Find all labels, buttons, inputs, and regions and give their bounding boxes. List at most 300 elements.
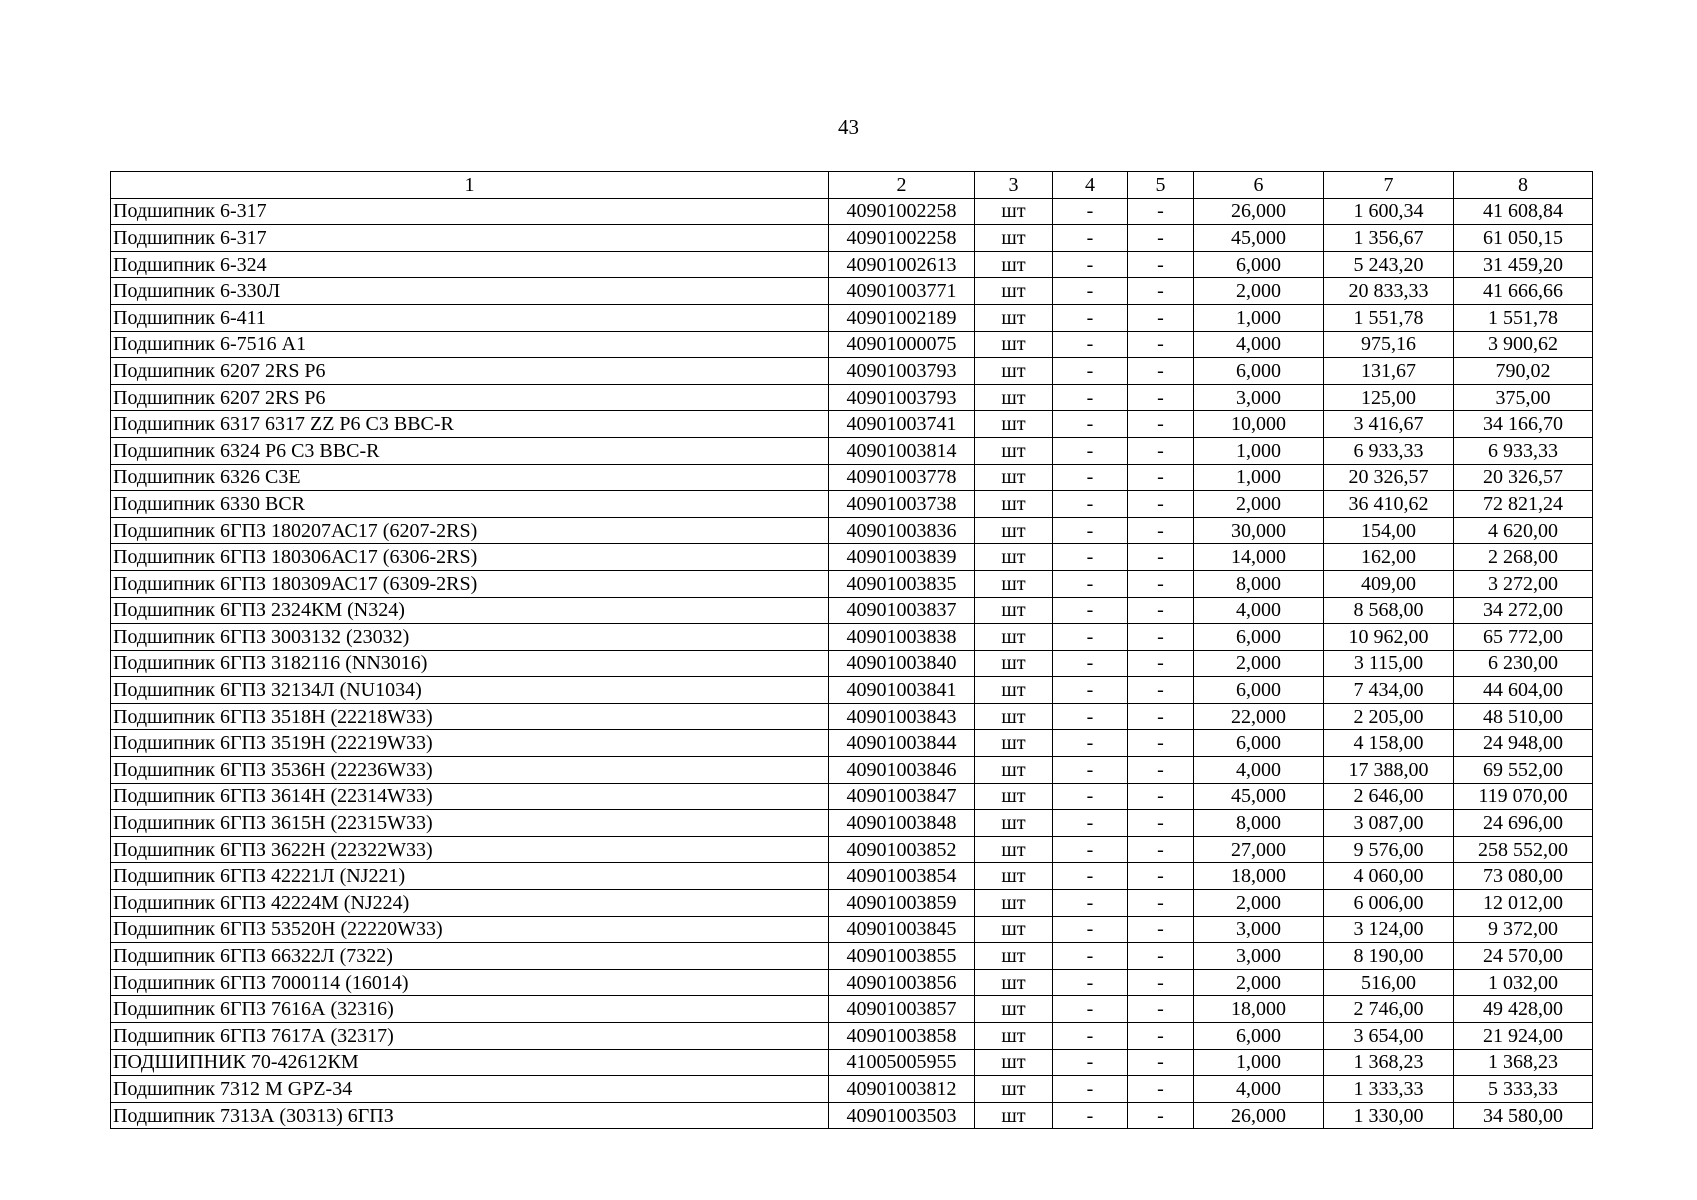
col5-cell: - xyxy=(1128,836,1194,863)
table-row xyxy=(111,757,1593,784)
col5-cell: - xyxy=(1128,411,1194,438)
table-row xyxy=(111,783,1593,810)
table-row xyxy=(111,198,1593,225)
price-cell: 20 326,57 xyxy=(1324,464,1454,491)
item-code-cell: 41005005955 xyxy=(829,1049,975,1076)
amount-cell: 1 032,00 xyxy=(1454,969,1593,996)
item-code-cell: 40901003857 xyxy=(829,996,975,1023)
table-row xyxy=(111,890,1593,917)
col4-cell: - xyxy=(1053,916,1128,943)
quantity-cell: 26,000 xyxy=(1194,1102,1324,1129)
col5-cell: - xyxy=(1128,810,1194,837)
unit-cell: шт xyxy=(975,278,1053,305)
table-row xyxy=(111,836,1593,863)
col4-cell: - xyxy=(1053,996,1128,1023)
column-header: 6 xyxy=(1194,172,1324,199)
price-cell: 1 551,78 xyxy=(1324,304,1454,331)
price-cell: 6 006,00 xyxy=(1324,890,1454,917)
column-header: 8 xyxy=(1454,172,1593,199)
unit-cell: шт xyxy=(975,863,1053,890)
quantity-cell: 4,000 xyxy=(1194,757,1324,784)
item-name-cell: Подшипник 6-411 xyxy=(111,304,829,331)
amount-cell: 73 080,00 xyxy=(1454,863,1593,890)
unit-cell: шт xyxy=(975,810,1053,837)
unit-cell: шт xyxy=(975,943,1053,970)
price-cell: 3 124,00 xyxy=(1324,916,1454,943)
price-cell: 20 833,33 xyxy=(1324,278,1454,305)
amount-cell: 24 696,00 xyxy=(1454,810,1593,837)
unit-cell: шт xyxy=(975,411,1053,438)
amount-cell: 258 552,00 xyxy=(1454,836,1593,863)
price-cell: 3 115,00 xyxy=(1324,650,1454,677)
table-row xyxy=(111,1076,1593,1103)
col4-cell: - xyxy=(1053,491,1128,518)
item-code-cell: 40901003846 xyxy=(829,757,975,784)
item-name-cell: Подшипник 6-324 xyxy=(111,251,829,278)
quantity-cell: 6,000 xyxy=(1194,677,1324,704)
quantity-cell: 2,000 xyxy=(1194,890,1324,917)
price-cell: 1 356,67 xyxy=(1324,225,1454,252)
item-name-cell: Подшипник 6ГПЗ 3536Н (22236W33) xyxy=(111,757,829,784)
amount-cell: 12 012,00 xyxy=(1454,890,1593,917)
col4-cell: - xyxy=(1053,570,1128,597)
item-code-cell: 40901003845 xyxy=(829,916,975,943)
unit-cell: шт xyxy=(975,1102,1053,1129)
col5-cell: - xyxy=(1128,358,1194,385)
item-name-cell: Подшипник 6ГПЗ 3622Н (22322W33) xyxy=(111,836,829,863)
item-code-cell: 40901003771 xyxy=(829,278,975,305)
amount-cell: 44 604,00 xyxy=(1454,677,1593,704)
amount-cell: 24 948,00 xyxy=(1454,730,1593,757)
col5-cell: - xyxy=(1128,703,1194,730)
table-row xyxy=(111,358,1593,385)
col5-cell: - xyxy=(1128,890,1194,917)
price-cell: 5 243,20 xyxy=(1324,251,1454,278)
item-name-cell: Подшипник 6ГПЗ 7616А (32316) xyxy=(111,996,829,1023)
quantity-cell: 1,000 xyxy=(1194,437,1324,464)
unit-cell: шт xyxy=(975,783,1053,810)
unit-cell: шт xyxy=(975,304,1053,331)
amount-cell: 20 326,57 xyxy=(1454,464,1593,491)
table-row xyxy=(111,517,1593,544)
item-name-cell: Подшипник 6ГПЗ 3182116 (NN3016) xyxy=(111,650,829,677)
price-cell: 2 646,00 xyxy=(1324,783,1454,810)
item-name-cell: Подшипник 6ГПЗ 180309АС17 (6309-2RS) xyxy=(111,570,829,597)
table-row xyxy=(111,278,1593,305)
unit-cell: шт xyxy=(975,916,1053,943)
unit-cell: шт xyxy=(975,730,1053,757)
data-table xyxy=(110,171,1593,1129)
col4-cell: - xyxy=(1053,544,1128,571)
price-cell: 409,00 xyxy=(1324,570,1454,597)
col4-cell: - xyxy=(1053,863,1128,890)
item-code-cell: 40901003841 xyxy=(829,677,975,704)
amount-cell: 24 570,00 xyxy=(1454,943,1593,970)
price-cell: 1 330,00 xyxy=(1324,1102,1454,1129)
col4-cell: - xyxy=(1053,597,1128,624)
table-row xyxy=(111,304,1593,331)
item-code-cell: 40901003855 xyxy=(829,943,975,970)
amount-cell: 72 821,24 xyxy=(1454,491,1593,518)
item-code-cell: 40901003778 xyxy=(829,464,975,491)
table-row xyxy=(111,863,1593,890)
item-code-cell: 40901003844 xyxy=(829,730,975,757)
col4-cell: - xyxy=(1053,943,1128,970)
item-code-cell: 40901002613 xyxy=(829,251,975,278)
col5-cell: - xyxy=(1128,437,1194,464)
price-cell: 3 654,00 xyxy=(1324,1023,1454,1050)
table-row xyxy=(111,544,1593,571)
price-cell: 4 158,00 xyxy=(1324,730,1454,757)
quantity-cell: 1,000 xyxy=(1194,464,1324,491)
unit-cell: шт xyxy=(975,969,1053,996)
amount-cell: 3 900,62 xyxy=(1454,331,1593,358)
unit-cell: шт xyxy=(975,677,1053,704)
col4-cell: - xyxy=(1053,251,1128,278)
table-row xyxy=(111,943,1593,970)
price-cell: 1 600,34 xyxy=(1324,198,1454,225)
amount-cell: 41 608,84 xyxy=(1454,198,1593,225)
col4-cell: - xyxy=(1053,225,1128,252)
item-code-cell: 40901000075 xyxy=(829,331,975,358)
quantity-cell: 6,000 xyxy=(1194,251,1324,278)
col5-cell: - xyxy=(1128,650,1194,677)
col5-cell: - xyxy=(1128,996,1194,1023)
col4-cell: - xyxy=(1053,437,1128,464)
item-code-cell: 40901003840 xyxy=(829,650,975,677)
unit-cell: шт xyxy=(975,890,1053,917)
item-code-cell: 40901003847 xyxy=(829,783,975,810)
item-name-cell: Подшипник 7312 M GPZ-34 xyxy=(111,1076,829,1103)
col4-cell: - xyxy=(1053,384,1128,411)
item-code-cell: 40901003814 xyxy=(829,437,975,464)
column-header: 1 xyxy=(111,172,829,199)
quantity-cell: 45,000 xyxy=(1194,783,1324,810)
unit-cell: шт xyxy=(975,757,1053,784)
item-name-cell: Подшипник 7313А (30313) 6ГПЗ xyxy=(111,1102,829,1129)
table-row xyxy=(111,1023,1593,1050)
price-cell: 975,16 xyxy=(1324,331,1454,358)
col4-cell: - xyxy=(1053,703,1128,730)
price-cell: 125,00 xyxy=(1324,384,1454,411)
amount-cell: 21 924,00 xyxy=(1454,1023,1593,1050)
quantity-cell: 4,000 xyxy=(1194,331,1324,358)
amount-cell: 61 050,15 xyxy=(1454,225,1593,252)
item-code-cell: 40901002258 xyxy=(829,225,975,252)
unit-cell: шт xyxy=(975,624,1053,651)
col5-cell: - xyxy=(1128,1049,1194,1076)
quantity-cell: 22,000 xyxy=(1194,703,1324,730)
price-cell: 9 576,00 xyxy=(1324,836,1454,863)
item-name-cell: Подшипник 6ГПЗ 42224М (NJ224) xyxy=(111,890,829,917)
unit-cell: шт xyxy=(975,650,1053,677)
amount-cell: 6 230,00 xyxy=(1454,650,1593,677)
column-header: 3 xyxy=(975,172,1053,199)
quantity-cell: 30,000 xyxy=(1194,517,1324,544)
item-code-cell: 40901003812 xyxy=(829,1076,975,1103)
unit-cell: шт xyxy=(975,251,1053,278)
amount-cell: 34 166,70 xyxy=(1454,411,1593,438)
table-row xyxy=(111,331,1593,358)
col4-cell: - xyxy=(1053,304,1128,331)
col4-cell: - xyxy=(1053,890,1128,917)
unit-cell: шт xyxy=(975,384,1053,411)
item-code-cell: 40901003848 xyxy=(829,810,975,837)
item-name-cell: Подшипник 6ГПЗ 42221Л (NJ221) xyxy=(111,863,829,890)
col5-cell: - xyxy=(1128,783,1194,810)
quantity-cell: 3,000 xyxy=(1194,943,1324,970)
col4-cell: - xyxy=(1053,411,1128,438)
price-cell: 4 060,00 xyxy=(1324,863,1454,890)
item-code-cell: 40901003837 xyxy=(829,597,975,624)
col5-cell: - xyxy=(1128,597,1194,624)
unit-cell: шт xyxy=(975,570,1053,597)
item-name-cell: Подшипник 6317 6317 ZZ P6 C3 BBC-R xyxy=(111,411,829,438)
col5-cell: - xyxy=(1128,491,1194,518)
col4-cell: - xyxy=(1053,464,1128,491)
item-name-cell: Подшипник 6ГПЗ 2324КМ (N324) xyxy=(111,597,829,624)
item-name-cell: Подшипник 6207 2RS P6 xyxy=(111,384,829,411)
amount-cell: 9 372,00 xyxy=(1454,916,1593,943)
price-cell: 36 410,62 xyxy=(1324,491,1454,518)
unit-cell: шт xyxy=(975,597,1053,624)
unit-cell: шт xyxy=(975,358,1053,385)
unit-cell: шт xyxy=(975,836,1053,863)
col4-cell: - xyxy=(1053,1023,1128,1050)
item-name-cell: Подшипник 6-7516 А1 xyxy=(111,331,829,358)
price-cell: 7 434,00 xyxy=(1324,677,1454,704)
table-row xyxy=(111,437,1593,464)
item-code-cell: 40901003854 xyxy=(829,863,975,890)
table-row xyxy=(111,411,1593,438)
quantity-cell: 18,000 xyxy=(1194,863,1324,890)
unit-cell: шт xyxy=(975,703,1053,730)
table-header-row xyxy=(111,172,1593,199)
item-code-cell: 40901002189 xyxy=(829,304,975,331)
quantity-cell: 2,000 xyxy=(1194,491,1324,518)
col4-cell: - xyxy=(1053,677,1128,704)
item-code-cell: 40901003835 xyxy=(829,570,975,597)
quantity-cell: 3,000 xyxy=(1194,384,1324,411)
col4-cell: - xyxy=(1053,198,1128,225)
price-cell: 6 933,33 xyxy=(1324,437,1454,464)
col4-cell: - xyxy=(1053,730,1128,757)
quantity-cell: 26,000 xyxy=(1194,198,1324,225)
col4-cell: - xyxy=(1053,624,1128,651)
price-cell: 3 087,00 xyxy=(1324,810,1454,837)
table-row xyxy=(111,1049,1593,1076)
item-name-cell: Подшипник 6324 P6 C3 BBC-R xyxy=(111,437,829,464)
table-row xyxy=(111,251,1593,278)
amount-cell: 34 580,00 xyxy=(1454,1102,1593,1129)
item-code-cell: 40901003836 xyxy=(829,517,975,544)
quantity-cell: 1,000 xyxy=(1194,304,1324,331)
col5-cell: - xyxy=(1128,677,1194,704)
quantity-cell: 3,000 xyxy=(1194,916,1324,943)
item-name-cell: Подшипник 6207 2RS P6 xyxy=(111,358,829,385)
price-cell: 17 388,00 xyxy=(1324,757,1454,784)
item-code-cell: 40901003852 xyxy=(829,836,975,863)
col5-cell: - xyxy=(1128,916,1194,943)
unit-cell: шт xyxy=(975,437,1053,464)
unit-cell: шт xyxy=(975,198,1053,225)
item-name-cell: Подшипник 6-317 xyxy=(111,225,829,252)
col4-cell: - xyxy=(1053,783,1128,810)
item-name-cell: Подшипник 6ГПЗ 3519Н (22219W33) xyxy=(111,730,829,757)
quantity-cell: 18,000 xyxy=(1194,996,1324,1023)
amount-cell: 4 620,00 xyxy=(1454,517,1593,544)
amount-cell: 6 933,33 xyxy=(1454,437,1593,464)
item-code-cell: 40901003859 xyxy=(829,890,975,917)
amount-cell: 2 268,00 xyxy=(1454,544,1593,571)
column-header: 5 xyxy=(1128,172,1194,199)
price-cell: 3 416,67 xyxy=(1324,411,1454,438)
item-code-cell: 40901002258 xyxy=(829,198,975,225)
table-body xyxy=(111,172,1593,1129)
table-row xyxy=(111,464,1593,491)
col4-cell: - xyxy=(1053,650,1128,677)
price-cell: 516,00 xyxy=(1324,969,1454,996)
col5-cell: - xyxy=(1128,969,1194,996)
col5-cell: - xyxy=(1128,1102,1194,1129)
price-cell: 8 190,00 xyxy=(1324,943,1454,970)
item-name-cell: Подшипник 6ГПЗ 180306АС17 (6306-2RS) xyxy=(111,544,829,571)
unit-cell: шт xyxy=(975,517,1053,544)
unit-cell: шт xyxy=(975,1023,1053,1050)
col4-cell: - xyxy=(1053,1076,1128,1103)
unit-cell: шт xyxy=(975,491,1053,518)
amount-cell: 48 510,00 xyxy=(1454,703,1593,730)
table-row xyxy=(111,491,1593,518)
quantity-cell: 10,000 xyxy=(1194,411,1324,438)
col5-cell: - xyxy=(1128,757,1194,784)
col5-cell: - xyxy=(1128,1076,1194,1103)
table-row xyxy=(111,225,1593,252)
item-name-cell: Подшипник 6ГПЗ 32134Л (NU1034) xyxy=(111,677,829,704)
unit-cell: шт xyxy=(975,464,1053,491)
quantity-cell: 45,000 xyxy=(1194,225,1324,252)
price-cell: 8 568,00 xyxy=(1324,597,1454,624)
item-code-cell: 40901003838 xyxy=(829,624,975,651)
quantity-cell: 8,000 xyxy=(1194,570,1324,597)
price-cell: 162,00 xyxy=(1324,544,1454,571)
amount-cell: 375,00 xyxy=(1454,384,1593,411)
item-code-cell: 40901003741 xyxy=(829,411,975,438)
item-code-cell: 40901003858 xyxy=(829,1023,975,1050)
item-name-cell: Подшипник 6326 С3Е xyxy=(111,464,829,491)
col5-cell: - xyxy=(1128,1023,1194,1050)
table-row xyxy=(111,969,1593,996)
quantity-cell: 14,000 xyxy=(1194,544,1324,571)
col5-cell: - xyxy=(1128,544,1194,571)
price-cell: 154,00 xyxy=(1324,517,1454,544)
amount-cell: 31 459,20 xyxy=(1454,251,1593,278)
amount-cell: 1 551,78 xyxy=(1454,304,1593,331)
quantity-cell: 6,000 xyxy=(1194,624,1324,651)
col4-cell: - xyxy=(1053,358,1128,385)
quantity-cell: 4,000 xyxy=(1194,597,1324,624)
item-code-cell: 40901003793 xyxy=(829,384,975,411)
col4-cell: - xyxy=(1053,836,1128,863)
col4-cell: - xyxy=(1053,757,1128,784)
col5-cell: - xyxy=(1128,943,1194,970)
quantity-cell: 2,000 xyxy=(1194,650,1324,677)
col5-cell: - xyxy=(1128,570,1194,597)
quantity-cell: 1,000 xyxy=(1194,1049,1324,1076)
price-cell: 2 746,00 xyxy=(1324,996,1454,1023)
table-row xyxy=(111,570,1593,597)
quantity-cell: 8,000 xyxy=(1194,810,1324,837)
table-row xyxy=(111,677,1593,704)
item-name-cell: Подшипник 6ГПЗ 3615Н (22315W33) xyxy=(111,810,829,837)
item-name-cell: Подшипник 6ГПЗ 53520Н (22220W33) xyxy=(111,916,829,943)
unit-cell: шт xyxy=(975,996,1053,1023)
unit-cell: шт xyxy=(975,544,1053,571)
col5-cell: - xyxy=(1128,624,1194,651)
item-name-cell: Подшипник 6ГПЗ 180207АС17 (6207-2RS) xyxy=(111,517,829,544)
item-name-cell: Подшипник 6ГПЗ 7617А (32317) xyxy=(111,1023,829,1050)
amount-cell: 49 428,00 xyxy=(1454,996,1593,1023)
column-header: 7 xyxy=(1324,172,1454,199)
col4-cell: - xyxy=(1053,969,1128,996)
table-row xyxy=(111,650,1593,677)
quantity-cell: 2,000 xyxy=(1194,278,1324,305)
table-row xyxy=(111,916,1593,943)
col5-cell: - xyxy=(1128,730,1194,757)
col5-cell: - xyxy=(1128,863,1194,890)
col5-cell: - xyxy=(1128,464,1194,491)
col4-cell: - xyxy=(1053,1102,1128,1129)
table-row xyxy=(111,703,1593,730)
table-row xyxy=(111,996,1593,1023)
col5-cell: - xyxy=(1128,198,1194,225)
item-name-cell: Подшипник 6ГПЗ 3003132 (23032) xyxy=(111,624,829,651)
col5-cell: - xyxy=(1128,384,1194,411)
item-name-cell: Подшипник 6330 BCR xyxy=(111,491,829,518)
item-code-cell: 40901003503 xyxy=(829,1102,975,1129)
unit-cell: шт xyxy=(975,225,1053,252)
item-name-cell: ПОДШИПНИК 70-42612КМ xyxy=(111,1049,829,1076)
price-cell: 2 205,00 xyxy=(1324,703,1454,730)
col4-cell: - xyxy=(1053,278,1128,305)
item-code-cell: 40901003843 xyxy=(829,703,975,730)
col4-cell: - xyxy=(1053,331,1128,358)
quantity-cell: 2,000 xyxy=(1194,969,1324,996)
col5-cell: - xyxy=(1128,278,1194,305)
amount-cell: 119 070,00 xyxy=(1454,783,1593,810)
column-header: 4 xyxy=(1053,172,1128,199)
item-code-cell: 40901003793 xyxy=(829,358,975,385)
item-name-cell: Подшипник 6-317 xyxy=(111,198,829,225)
unit-cell: шт xyxy=(975,331,1053,358)
col5-cell: - xyxy=(1128,517,1194,544)
amount-cell: 790,02 xyxy=(1454,358,1593,385)
amount-cell: 65 772,00 xyxy=(1454,624,1593,651)
quantity-cell: 27,000 xyxy=(1194,836,1324,863)
price-cell: 1 333,33 xyxy=(1324,1076,1454,1103)
amount-cell: 34 272,00 xyxy=(1454,597,1593,624)
item-name-cell: Подшипник 6-330Л xyxy=(111,278,829,305)
item-name-cell: Подшипник 6ГПЗ 3518Н (22218W33) xyxy=(111,703,829,730)
column-header: 2 xyxy=(829,172,975,199)
table-row xyxy=(111,1102,1593,1129)
price-cell: 131,67 xyxy=(1324,358,1454,385)
price-cell: 1 368,23 xyxy=(1324,1049,1454,1076)
col4-cell: - xyxy=(1053,517,1128,544)
col5-cell: - xyxy=(1128,331,1194,358)
table-row xyxy=(111,730,1593,757)
amount-cell: 1 368,23 xyxy=(1454,1049,1593,1076)
